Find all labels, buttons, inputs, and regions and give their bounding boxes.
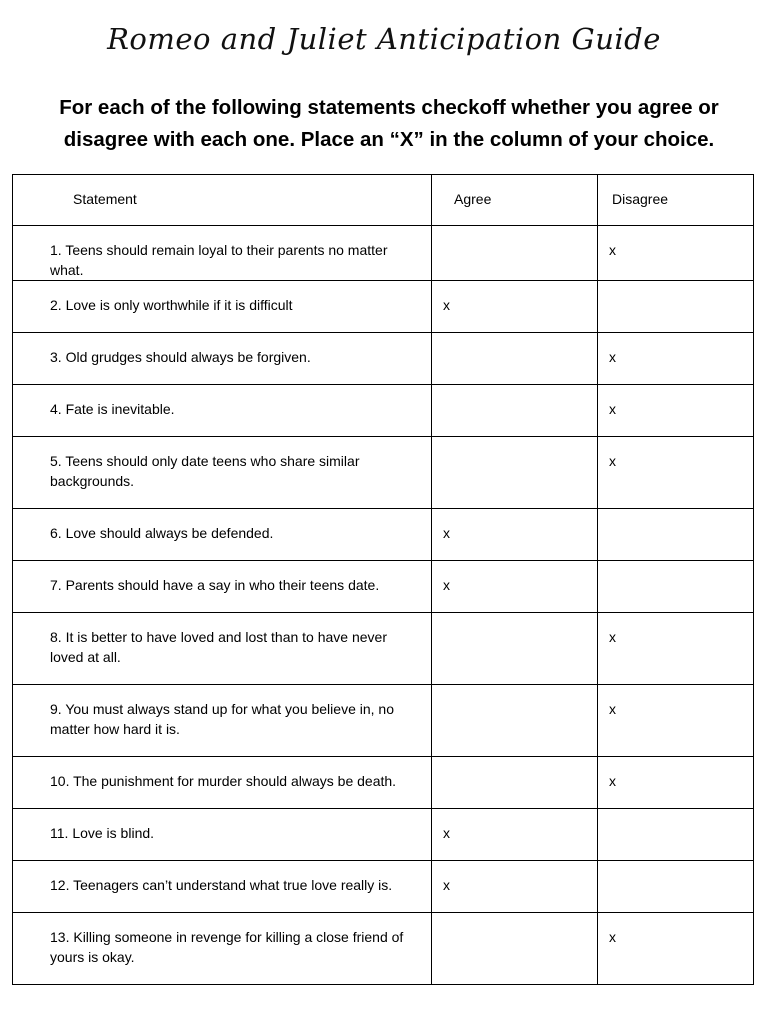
agree-cell[interactable] [432, 757, 598, 809]
table-row [13, 685, 754, 757]
table-row [13, 561, 754, 613]
anticipation-table [12, 174, 754, 985]
disagree-cell[interactable] [598, 509, 754, 561]
agree-cell[interactable] [432, 437, 598, 509]
disagree-cell[interactable]: x [598, 913, 754, 985]
statement-cell: 3. Old grudges should always be forgiven. [13, 333, 432, 385]
disagree-cell[interactable]: x [598, 385, 754, 437]
instructions: For each of the following statements checkoff whether you agree or disagree with each one. Place an “X” in the column of your choice. [59, 96, 719, 151]
disagree-cell[interactable] [598, 809, 754, 861]
disagree-cell[interactable]: x [598, 226, 754, 281]
table-row [13, 281, 754, 333]
disagree-cell[interactable] [598, 861, 754, 913]
table-row [13, 226, 754, 281]
header-agree: Agree [432, 175, 598, 226]
agree-cell[interactable] [432, 333, 598, 385]
agree-cell[interactable]: x [432, 509, 598, 561]
disagree-cell[interactable]: x [598, 333, 754, 385]
statement-cell: 8. It is better to have loved and lost than to have never loved at all. [13, 613, 432, 685]
table-row [13, 913, 754, 985]
agree-cell[interactable]: x [432, 809, 598, 861]
disagree-cell[interactable]: x [598, 437, 754, 509]
disagree-cell[interactable] [598, 561, 754, 613]
statement-cell: 12. Teenagers can’t understand what true love really is. [13, 861, 432, 913]
agree-cell[interactable] [432, 385, 598, 437]
statement-cell: 10. The punishment for murder should always be death. [13, 757, 432, 809]
table-row [13, 385, 754, 437]
agree-cell[interactable]: x [432, 561, 598, 613]
agree-cell[interactable] [432, 685, 598, 757]
statement-cell: 4. Fate is inevitable. [13, 385, 432, 437]
table-row [13, 437, 754, 509]
table-row [13, 757, 754, 809]
header-statement: Statement [13, 175, 432, 226]
statement-cell: 6. Love should always be defended. [13, 509, 432, 561]
table-row [13, 861, 754, 913]
page-title: Romeo and Juliet Anticipation Guide [107, 22, 661, 56]
agree-cell[interactable] [432, 226, 598, 281]
statement-cell: 7. Parents should have a say in who their teens date. [13, 561, 432, 613]
statement-cell: 5. Teens should only date teens who share similar backgrounds. [13, 437, 432, 509]
statement-cell: 13. Killing someone in revenge for killing a close friend of yours is okay. [13, 913, 432, 985]
statement-cell: 2. Love is only worthwhile if it is difficult [13, 281, 432, 333]
table-row [13, 333, 754, 385]
disagree-cell[interactable] [598, 281, 754, 333]
table-header-row [13, 175, 754, 226]
agree-cell[interactable]: x [432, 861, 598, 913]
agree-cell[interactable] [432, 613, 598, 685]
statement-cell: 1. Teens should remain loyal to their parents no matter what. [13, 226, 432, 281]
table-row [13, 613, 754, 685]
statement-cell: 11. Love is blind. [13, 809, 432, 861]
agree-cell[interactable] [432, 913, 598, 985]
disagree-cell[interactable]: x [598, 613, 754, 685]
table-row [13, 809, 754, 861]
statement-cell: 9. You must always stand up for what you believe in, no matter how hard it is. [13, 685, 432, 757]
table-row [13, 509, 754, 561]
disagree-cell[interactable]: x [598, 685, 754, 757]
agree-cell[interactable]: x [432, 281, 598, 333]
disagree-cell[interactable]: x [598, 757, 754, 809]
header-disagree: Disagree [598, 175, 754, 226]
